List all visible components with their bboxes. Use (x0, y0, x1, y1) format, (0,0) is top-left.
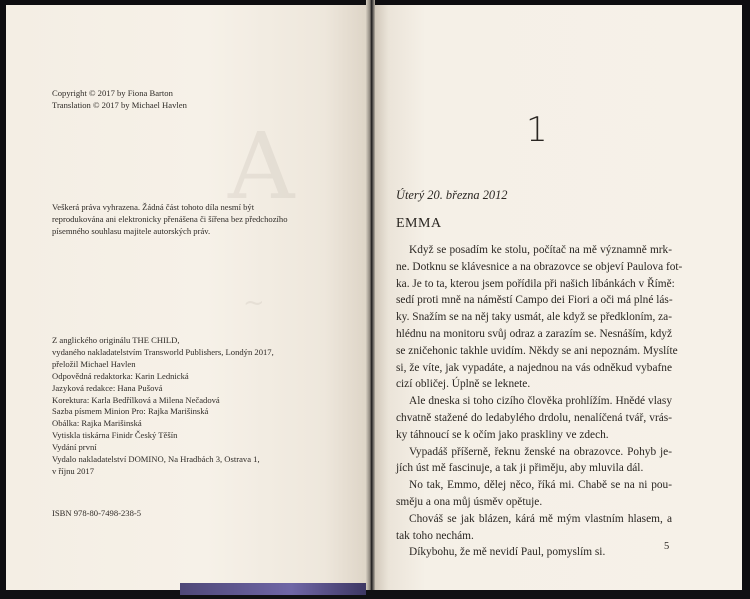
text-line: cizí obličej. Úplně se leknete. (396, 378, 531, 391)
credits-block (52, 335, 274, 478)
chapter-number: 1 (526, 110, 548, 150)
text-line: chvatně stažené do ledabylého drdolu, nenalíčená tvář, vrás- (396, 411, 672, 424)
rights-line: reprodukována ani elektronicky přenášena či šířena bez předchozího (52, 213, 288, 224)
text-line: jích úst mě fascinuje, a tak ji přiměju, aby mluvila dál. (396, 462, 644, 475)
bleed-through-subtitle: ~ (243, 288, 265, 318)
text-line: směju a ona můj úsměv opětuje. (396, 495, 543, 508)
copyright-line: Copyright © 2017 by Fiona Barton (52, 88, 173, 98)
text-line: ky. Snažím se na něj taky usmát, ale když se předkloním, za- (396, 311, 672, 324)
paragraph (396, 242, 683, 393)
credits-line: Vydalo nakladatelství DOMINO, Na Hradbách 3, Ostrava 1, (52, 454, 260, 465)
paragraph (396, 444, 672, 478)
cover-edge-purple (180, 583, 366, 595)
text-line: ne. Dotknu se klávesnice a na obrazovce se objeví Paulova fot- (396, 260, 683, 273)
credits-line: Vydání první (52, 442, 97, 453)
credits-line: Jazyková redakce: Hana Pušová (52, 382, 163, 393)
translation-copyright-line: Translation © 2017 by Michael Havlen (52, 99, 187, 110)
text-line: sedí proti mně na náměstí Campo dei Fiori a oči má plné lás- (396, 294, 673, 307)
copyright-block (52, 88, 187, 112)
text-line: Když se posadím ke stolu, počítač na mě významně mrk- (409, 244, 672, 256)
credits-line: Sazba písmem Minion Pro: Rajka Marišinská (52, 406, 209, 417)
credits-line: Obálka: Rajka Marišinská (52, 418, 142, 429)
text-line: se zničehonic takhle uvidím. Někdy se ani nepoznám. Myslíte (396, 344, 678, 357)
credits-line: v říjnu 2017 (52, 465, 95, 476)
text-line: ky táhnoucí se k očím jako praskliny ve zdech. (396, 428, 609, 441)
paragraph (396, 511, 672, 545)
text-line: si, že víte, jak vypadáte, a najednou na vás odněkud vybafne (396, 361, 672, 374)
paragraph (396, 544, 672, 561)
rights-block (52, 202, 288, 238)
paragraph (396, 477, 672, 511)
text-line: Chováš se jak blázen, kárá mě mým vlastním hlasem, a (409, 512, 672, 525)
text-line: Vypadáš příšerně, řeknu ženské na obrazovce. Pohyb je- (409, 445, 672, 458)
rights-line: Veškerá práva vyhrazena. Žádná část tohoto díla nesmí být (52, 202, 255, 212)
bleed-through-title: A (228, 113, 299, 220)
text-line: tak toho nechám. (396, 529, 474, 542)
date-heading: Úterý 20. března 2012 (396, 188, 508, 202)
book-gutter (366, 0, 375, 599)
credits-line: Z anglického originálu THE CHILD, (52, 335, 180, 345)
chapter-body (396, 242, 683, 561)
credits-line: vydaného nakladatelstvím Transworld Publishers, Londýn 2017, (52, 346, 274, 357)
paragraph (396, 393, 672, 443)
text-line: Díkybohu, že mě nevidí Paul, pomyslím si. (409, 546, 606, 559)
text-line: Ale dneska si toho cizího člověka prohlížím. Hnědé vlasy (409, 395, 672, 408)
text-line: No tak, Emmo, dělej něco, říká mi. Chabě se na ni pou- (409, 479, 672, 492)
rights-line: písemného souhlasu majitele autorských práv. (52, 225, 211, 236)
left-page (6, 5, 368, 595)
character-name-heading: EMMA (396, 216, 442, 231)
page-number: 5 (664, 541, 670, 552)
credits-line: Korektura: Karla Bedřílková a Milena Nečadová (52, 394, 220, 405)
credits-line: přeložil Michael Havlen (52, 358, 136, 369)
text-line: ka. Je to ta, kterou jsem pořídila při našich líbánkách v Římě: (396, 277, 675, 290)
credits-line: Odpovědná redaktorka: Karin Lednická (52, 370, 189, 381)
isbn: ISBN 978-80-7498-238-5 (52, 508, 142, 518)
bottom-edge (0, 590, 750, 599)
credits-line: Vytiskla tiskárna Finidr Český Těšín (52, 430, 178, 441)
text-line: hlédnu na monitoru svůj odraz a zarazím se. Nesnáším, když (396, 327, 672, 340)
